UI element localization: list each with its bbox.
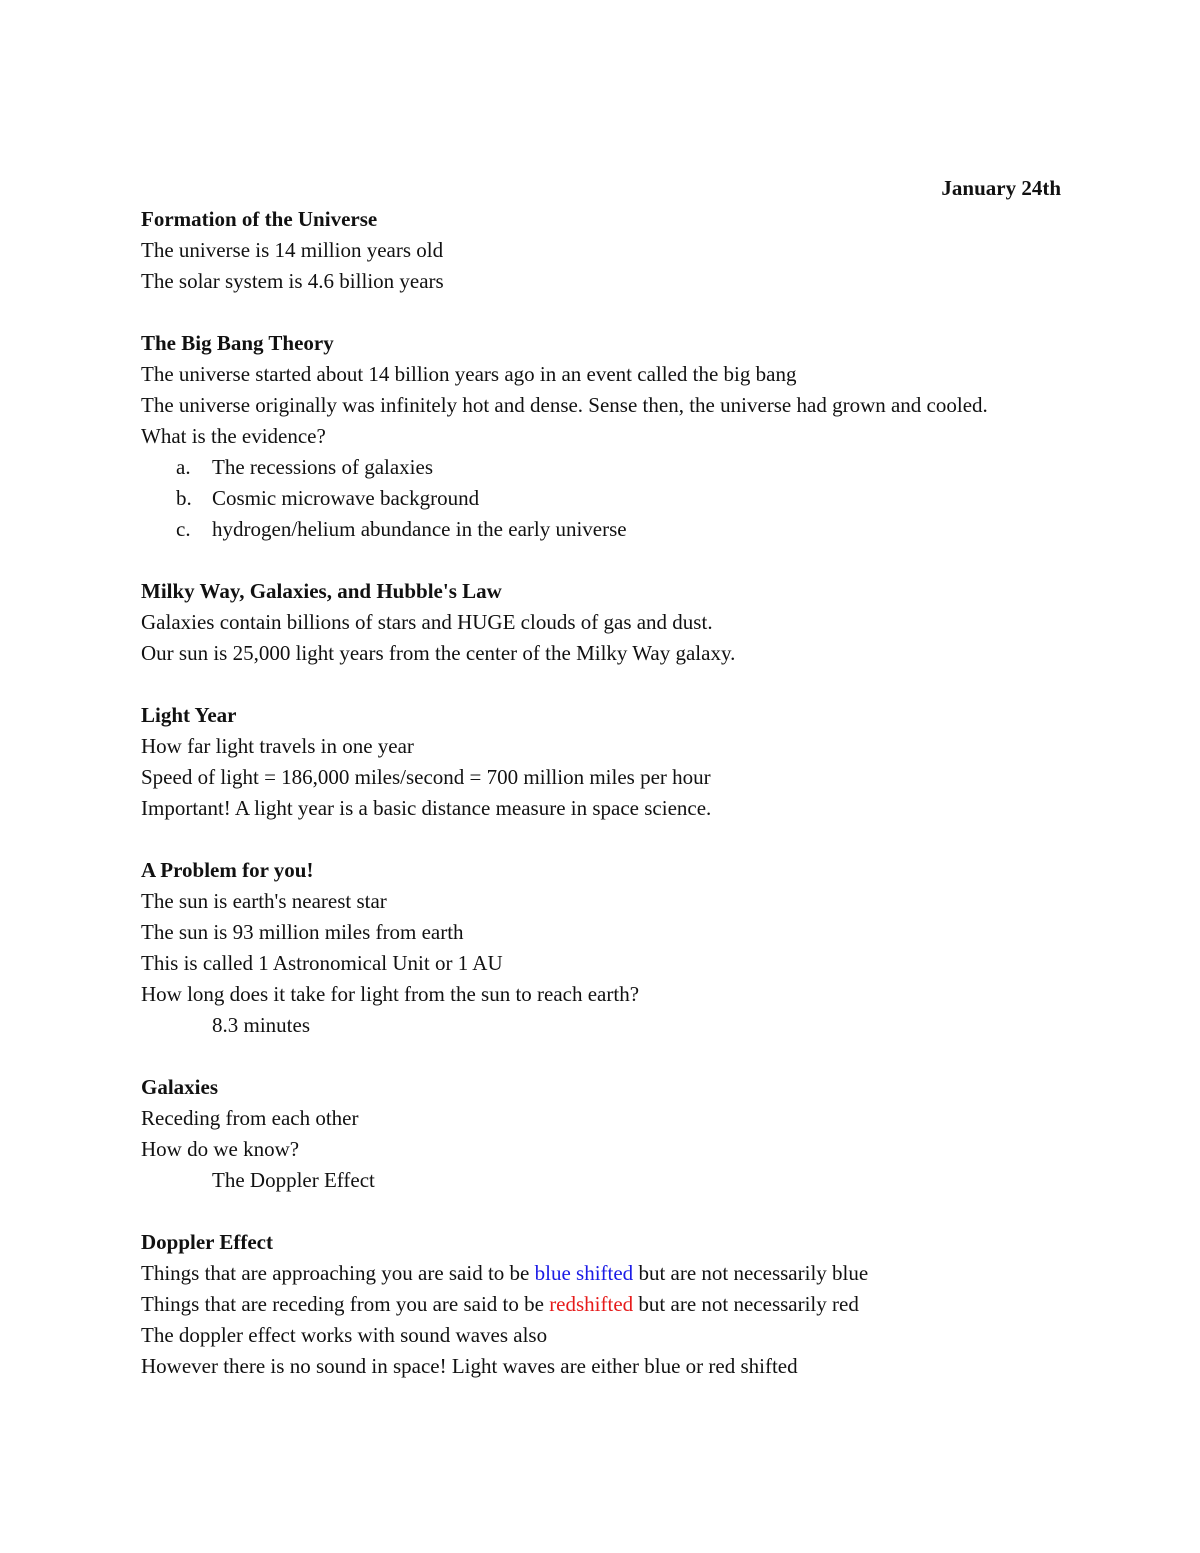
problem-line: The sun is earth's nearest star	[141, 889, 387, 913]
spacer	[141, 545, 1061, 576]
big-bang-line: The universe originally was infinitely hot and dense. Sense then, the universe had grown and cooled.	[141, 393, 988, 417]
light-year-line: How far light travels in one year	[141, 734, 414, 758]
problem-line: The sun is 93 million miles from earth	[141, 920, 464, 944]
section-light-year	[141, 700, 1061, 824]
list-marker: b.	[176, 486, 192, 510]
doppler-text: but are not necessarily red	[633, 1292, 859, 1316]
section-galaxies	[141, 1072, 1061, 1196]
evidence-item	[141, 514, 1061, 545]
doppler-text: but are not necessarily blue	[633, 1261, 869, 1285]
milky-way-line: Our sun is 25,000 light years from the center of the Milky Way galaxy.	[141, 641, 736, 665]
evidence-text: The recessions of galaxies	[212, 455, 434, 479]
spacer	[141, 297, 1061, 328]
section-heading-milky-way: Milky Way, Galaxies, and Hubble's Law	[141, 579, 502, 603]
note-date: January 24th	[941, 176, 1061, 200]
big-bang-line: The universe started about 14 billion years ago in an event called the big bang	[141, 362, 797, 386]
spacer	[141, 1041, 1061, 1072]
problem-answer: 8.3 minutes	[212, 1013, 310, 1037]
notes-body	[141, 173, 1061, 1382]
formation-line: The universe is 14 million years old	[141, 238, 444, 262]
doppler-line: However there is no sound in space! Light waves are either blue or red shifted	[141, 1354, 798, 1378]
galaxies-line: Receding from each other	[141, 1106, 359, 1130]
light-year-line: Speed of light = 186,000 miles/second = 700 million miles per hour	[141, 765, 711, 789]
section-heading-light-year: Light Year	[141, 703, 237, 727]
section-big-bang	[141, 328, 1061, 545]
section-milky-way	[141, 576, 1061, 669]
section-doppler	[141, 1227, 1061, 1382]
blue-shift-term: blue shifted	[534, 1261, 634, 1285]
evidence-question: What is the evidence?	[141, 424, 326, 448]
section-formation	[141, 204, 1061, 297]
light-year-line: Important! A light year is a basic distance measure in space science.	[141, 796, 712, 820]
section-heading-doppler: Doppler Effect	[141, 1230, 273, 1254]
section-heading-formation: Formation of the Universe	[141, 207, 378, 231]
red-shift-term: redshifted	[549, 1292, 634, 1316]
formation-line: The solar system is 4.6 billion years	[141, 269, 444, 293]
doppler-text: Things that are receding from you are said to be	[141, 1292, 550, 1316]
list-marker: a.	[176, 455, 191, 479]
evidence-text: Cosmic microwave background	[212, 486, 480, 510]
spacer	[141, 1196, 1061, 1227]
evidence-list	[141, 452, 1061, 545]
section-problem	[141, 855, 1061, 1041]
section-heading-big-bang: The Big Bang Theory	[141, 331, 334, 355]
evidence-item	[141, 483, 1061, 514]
doppler-text: Things that are approaching you are said to be	[141, 1261, 535, 1285]
problem-line: How long does it take for light from the sun to reach earth?	[141, 982, 640, 1006]
milky-way-line: Galaxies contain billions of stars and HUGE clouds of gas and dust.	[141, 610, 713, 634]
spacer	[141, 824, 1061, 855]
section-heading-problem: A Problem for you!	[141, 858, 314, 882]
galaxies-answer: The Doppler Effect	[212, 1168, 375, 1192]
evidence-item	[141, 452, 1061, 483]
doppler-approach-line	[141, 1258, 1061, 1289]
doppler-line: The doppler effect works with sound waves also	[141, 1323, 548, 1347]
galaxies-line: How do we know?	[141, 1137, 300, 1161]
problem-line: This is called 1 Astronomical Unit or 1 AU	[141, 951, 503, 975]
evidence-text: hydrogen/helium abundance in the early universe	[212, 517, 627, 541]
doppler-recede-line	[141, 1289, 1061, 1320]
list-marker: c.	[176, 517, 191, 541]
section-heading-galaxies: Galaxies	[141, 1075, 218, 1099]
spacer	[141, 669, 1061, 700]
